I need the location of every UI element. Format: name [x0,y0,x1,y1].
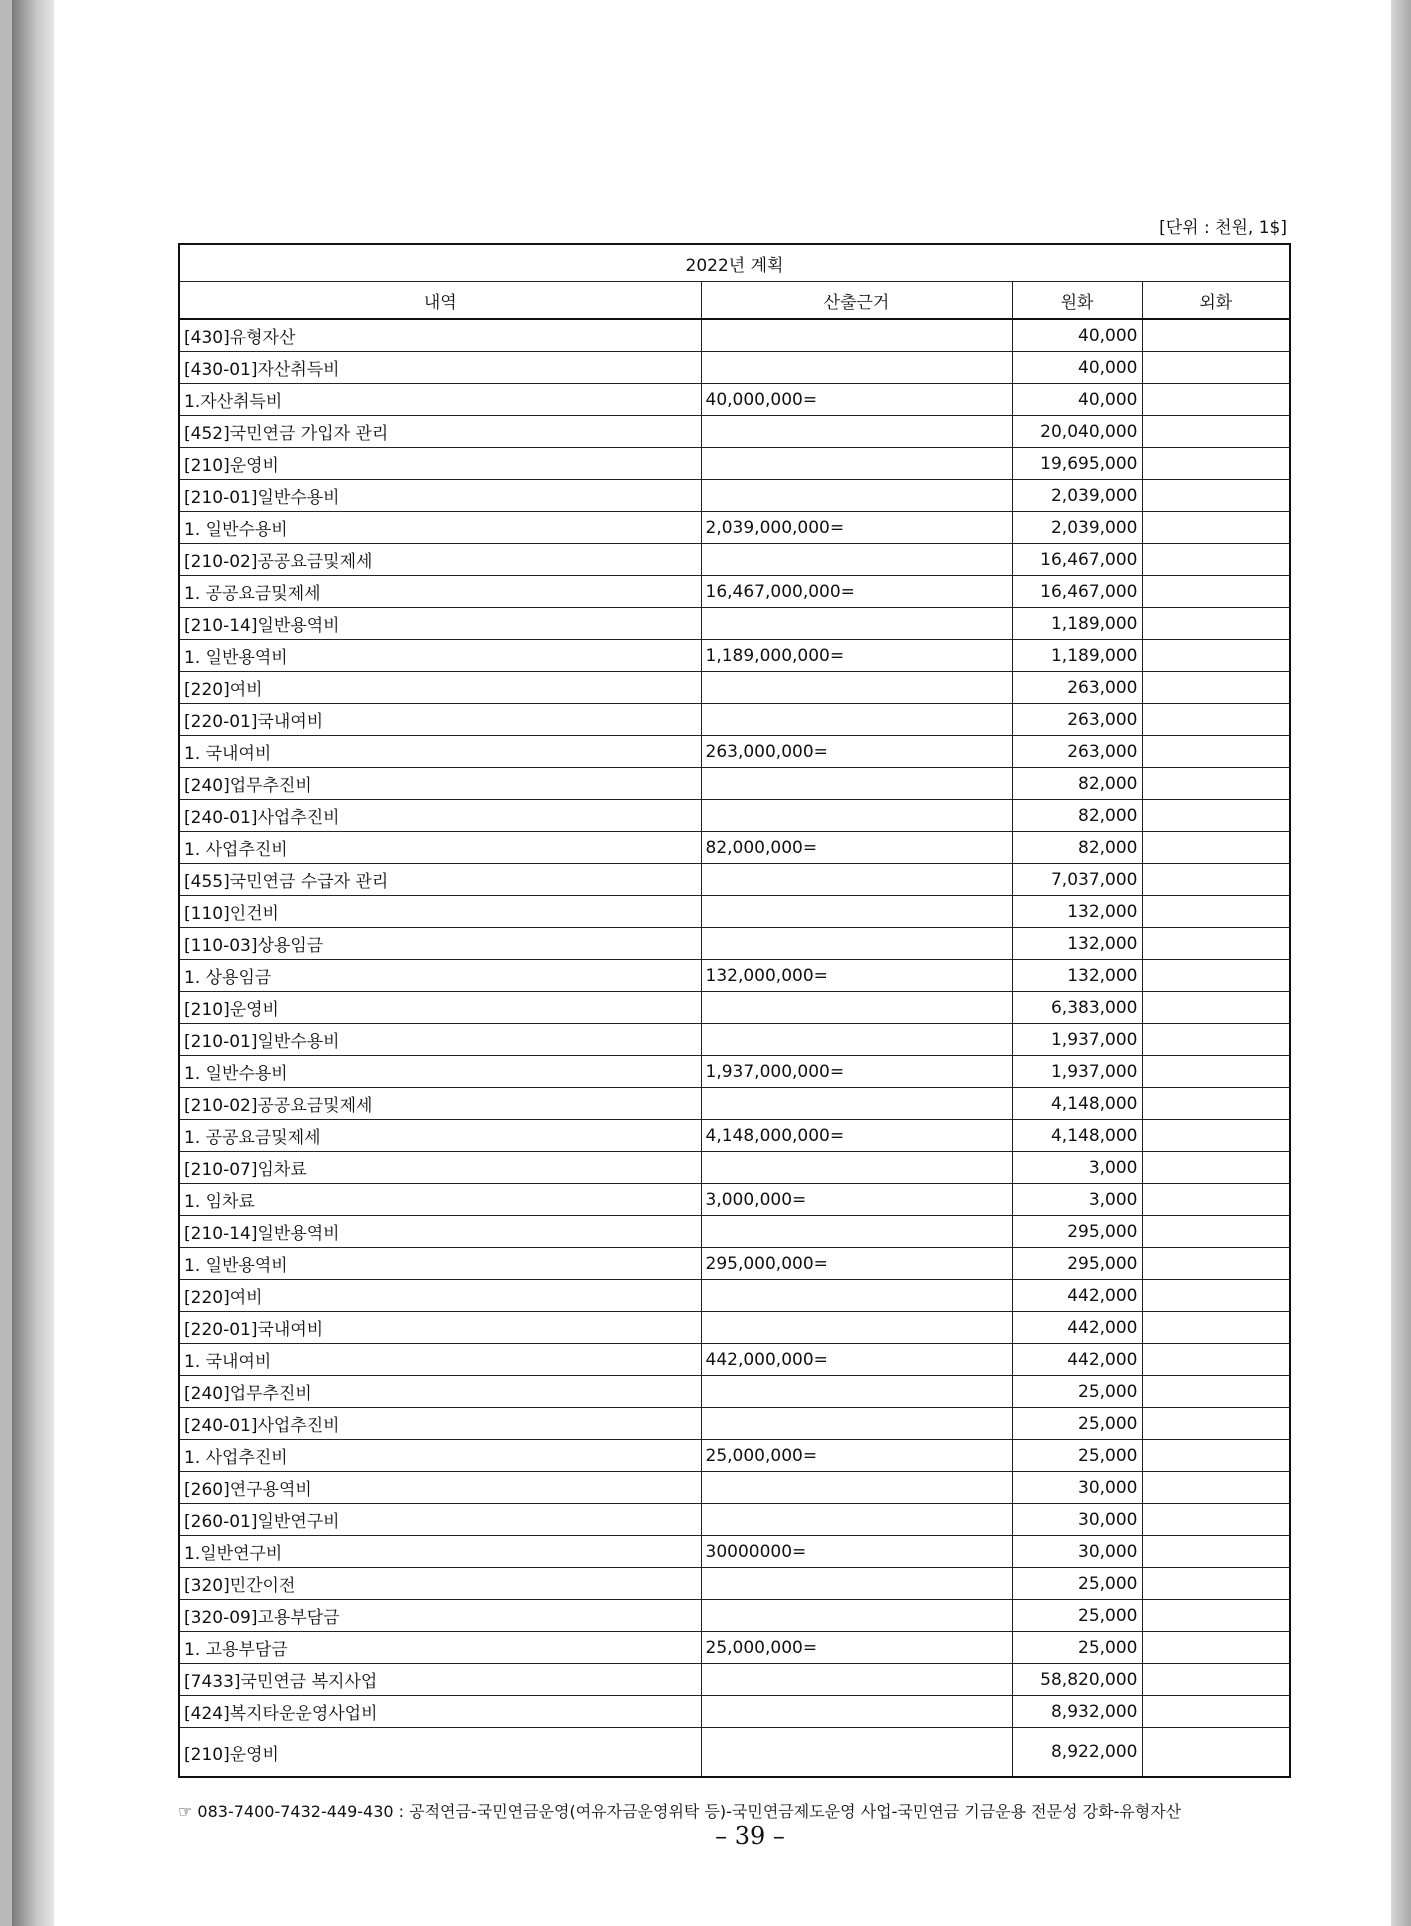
row-basis: 295,000,000= [701,1248,1012,1280]
row-basis [701,1312,1012,1344]
row-won: 1,189,000 [1012,640,1142,672]
table-row [179,1536,1290,1568]
row-item: 1.일반연구비 [179,1536,701,1568]
row-item: [260-01]일반연구비 [179,1504,701,1536]
row-basis: 40,000,000= [701,384,1012,416]
row-fx [1142,1344,1290,1376]
row-item: [210]운영비 [179,448,701,480]
header-basis: 산출근거 [701,282,1012,320]
table-row [179,1440,1290,1472]
row-basis: 3,000,000= [701,1184,1012,1216]
table-row [179,640,1290,672]
row-won: 40,000 [1012,352,1142,384]
row-basis [701,896,1012,928]
row-item: 1. 사업추진비 [179,832,701,864]
row-fx [1142,1024,1290,1056]
row-fx [1142,416,1290,448]
row-won: 442,000 [1012,1312,1142,1344]
row-basis [701,1696,1012,1728]
row-basis [701,864,1012,896]
row-won: 20,040,000 [1012,416,1142,448]
table-row [179,1024,1290,1056]
row-won: 40,000 [1012,384,1142,416]
row-won: 30,000 [1012,1536,1142,1568]
row-fx [1142,1568,1290,1600]
table-row [179,544,1290,576]
row-item: 1. 일반수용비 [179,512,701,544]
row-basis [701,480,1012,512]
row-won: 4,148,000 [1012,1120,1142,1152]
table-row [179,1408,1290,1440]
table-row [179,704,1290,736]
table-row [179,1728,1290,1778]
row-won: 132,000 [1012,896,1142,928]
row-won: 25,000 [1012,1632,1142,1664]
row-fx [1142,704,1290,736]
row-won: 30,000 [1012,1472,1142,1504]
row-item: [110-03]상용임금 [179,928,701,960]
row-item: [240]업무추진비 [179,1376,701,1408]
footer-note: ☞ 083-7400-7432-449-430 : 공적연금-국민연금운영(여유자금운영위탁 등)-국민연금제도운영 사업-국민연금 기금운용 전문성 강화-유형자산 [178,1802,1182,1821]
row-fx [1142,640,1290,672]
row-won: 8,922,000 [1012,1728,1142,1778]
table-row [179,960,1290,992]
row-fx [1142,768,1290,800]
row-won: 1,937,000 [1012,1024,1142,1056]
table-row [179,672,1290,704]
table-row [179,832,1290,864]
row-fx [1142,896,1290,928]
row-fx [1142,512,1290,544]
row-won: 1,189,000 [1012,608,1142,640]
row-won: 16,467,000 [1012,576,1142,608]
row-item: [110]인건비 [179,896,701,928]
table-row [179,608,1290,640]
row-fx [1142,1120,1290,1152]
page-edge-right [1391,0,1411,1926]
row-item: [210]운영비 [179,1728,701,1778]
table-row [179,576,1290,608]
row-won: 8,932,000 [1012,1696,1142,1728]
row-won: 263,000 [1012,704,1142,736]
row-item: [320-09]고용부담금 [179,1600,701,1632]
row-basis [701,1408,1012,1440]
table-title-row [179,244,1290,282]
row-item: [210-01]일반수용비 [179,1024,701,1056]
row-won: 19,695,000 [1012,448,1142,480]
row-basis [701,1280,1012,1312]
row-fx [1142,1312,1290,1344]
row-basis [701,704,1012,736]
row-fx [1142,1088,1290,1120]
row-item: 1.자산취득비 [179,384,701,416]
row-item: [210-14]일반용역비 [179,1216,701,1248]
row-basis [701,1216,1012,1248]
row-item: 1. 일반용역비 [179,1248,701,1280]
row-fx [1142,448,1290,480]
row-won: 2,039,000 [1012,512,1142,544]
row-fx [1142,480,1290,512]
table-row [179,1376,1290,1408]
row-won: 263,000 [1012,672,1142,704]
table-row [179,1248,1290,1280]
row-fx [1142,319,1290,352]
row-item: [210-01]일반수용비 [179,480,701,512]
row-item: [210-14]일반용역비 [179,608,701,640]
row-item: 1. 고용부담금 [179,1632,701,1664]
row-won: 25,000 [1012,1376,1142,1408]
table-row [179,1568,1290,1600]
row-won: 58,820,000 [1012,1664,1142,1696]
table-row [179,768,1290,800]
row-basis: 1,189,000,000= [701,640,1012,672]
row-won: 442,000 [1012,1280,1142,1312]
row-fx [1142,1216,1290,1248]
row-item: [220]여비 [179,1280,701,1312]
row-fx [1142,1696,1290,1728]
row-fx [1142,864,1290,896]
row-basis: 82,000,000= [701,832,1012,864]
table-row [179,896,1290,928]
row-won: 295,000 [1012,1216,1142,1248]
table-row [179,1472,1290,1504]
row-won: 4,148,000 [1012,1088,1142,1120]
table-row [179,319,1290,352]
row-fx [1142,1600,1290,1632]
row-won: 3,000 [1012,1184,1142,1216]
row-basis [701,1728,1012,1778]
table-row [179,448,1290,480]
row-fx [1142,832,1290,864]
row-fx [1142,352,1290,384]
row-won: 3,000 [1012,1152,1142,1184]
row-item: [220-01]국내여비 [179,1312,701,1344]
row-basis [701,319,1012,352]
row-fx [1142,608,1290,640]
table-row [179,480,1290,512]
row-item: 1. 국내여비 [179,1344,701,1376]
row-basis [701,1088,1012,1120]
row-won: 30,000 [1012,1504,1142,1536]
table-row [179,512,1290,544]
row-won: 442,000 [1012,1344,1142,1376]
row-item: [210-02]공공요금및제세 [179,1088,701,1120]
row-basis: 2,039,000,000= [701,512,1012,544]
row-item: [240-01]사업추진비 [179,1408,701,1440]
row-basis [701,768,1012,800]
row-won: 132,000 [1012,928,1142,960]
row-basis: 442,000,000= [701,1344,1012,1376]
row-won: 132,000 [1012,960,1142,992]
row-fx [1142,736,1290,768]
row-fx [1142,1408,1290,1440]
row-fx [1142,1056,1290,1088]
table-row [179,992,1290,1024]
row-item: [424]복지타운운영사업비 [179,1696,701,1728]
row-item: 1. 임차료 [179,1184,701,1216]
row-item: 1. 일반용역비 [179,640,701,672]
table-row [179,1152,1290,1184]
row-basis [701,1152,1012,1184]
row-basis: 30000000= [701,1536,1012,1568]
header-won: 원화 [1012,282,1142,320]
row-item: [430]유형자산 [179,319,701,352]
row-basis [701,448,1012,480]
row-basis [701,1376,1012,1408]
row-won: 6,383,000 [1012,992,1142,1024]
row-won: 1,937,000 [1012,1056,1142,1088]
row-basis: 263,000,000= [701,736,1012,768]
table-row [179,1120,1290,1152]
row-won: 25,000 [1012,1568,1142,1600]
table-row [179,416,1290,448]
row-item: [320]민간이전 [179,1568,701,1600]
row-item: [452]국민연금 가입자 관리 [179,416,701,448]
table-row [179,1664,1290,1696]
row-fx [1142,1504,1290,1536]
row-basis [701,1472,1012,1504]
row-item: [430-01]자산취득비 [179,352,701,384]
row-fx [1142,960,1290,992]
row-fx [1142,1248,1290,1280]
row-fx [1142,800,1290,832]
row-won: 16,467,000 [1012,544,1142,576]
row-basis: 16,467,000,000= [701,576,1012,608]
table-row [179,800,1290,832]
row-fx [1142,1536,1290,1568]
row-basis: 25,000,000= [701,1632,1012,1664]
row-won: 295,000 [1012,1248,1142,1280]
table-row [179,1696,1290,1728]
row-won: 25,000 [1012,1600,1142,1632]
budget-table [178,243,1291,1778]
row-item: [220-01]국내여비 [179,704,701,736]
row-basis: 4,148,000,000= [701,1120,1012,1152]
table-row [179,352,1290,384]
row-fx [1142,672,1290,704]
table-row [179,736,1290,768]
row-fx [1142,1632,1290,1664]
page-edge-left [12,0,54,1926]
row-item: [260]연구용역비 [179,1472,701,1504]
row-won: 263,000 [1012,736,1142,768]
row-fx [1142,1440,1290,1472]
row-basis [701,1568,1012,1600]
row-basis: 1,937,000,000= [701,1056,1012,1088]
row-won: 7,037,000 [1012,864,1142,896]
row-basis [701,992,1012,1024]
table-body [179,319,1290,1777]
table-title: 2022년 계획 [179,244,1290,282]
table-row [179,1632,1290,1664]
row-won: 25,000 [1012,1408,1142,1440]
row-fx [1142,576,1290,608]
row-basis [701,1024,1012,1056]
table-row [179,1344,1290,1376]
row-item: [240-01]사업추진비 [179,800,701,832]
row-item: [210-02]공공요금및제세 [179,544,701,576]
unit-note: [단위 : 천원, 1$] [1159,218,1287,238]
row-won: 2,039,000 [1012,480,1142,512]
row-item: 1. 공공요금및제세 [179,576,701,608]
row-basis [701,608,1012,640]
row-item: 1. 공공요금및제세 [179,1120,701,1152]
row-item: [455]국민연금 수급자 관리 [179,864,701,896]
row-fx [1142,1376,1290,1408]
table-row [179,1056,1290,1088]
row-item: [210-07]임차료 [179,1152,701,1184]
row-fx [1142,544,1290,576]
row-won: 82,000 [1012,832,1142,864]
row-fx [1142,1664,1290,1696]
table-row [179,1216,1290,1248]
row-won: 82,000 [1012,768,1142,800]
row-basis [701,352,1012,384]
row-item: [240]업무추진비 [179,768,701,800]
row-won: 82,000 [1012,800,1142,832]
row-fx [1142,928,1290,960]
row-basis [701,1600,1012,1632]
table-row [179,1312,1290,1344]
row-basis [701,672,1012,704]
row-basis [701,1504,1012,1536]
table-header-row [179,282,1290,320]
row-fx [1142,384,1290,416]
row-fx [1142,1728,1290,1778]
row-fx [1142,1472,1290,1504]
row-won: 25,000 [1012,1440,1142,1472]
table-row [179,864,1290,896]
row-fx [1142,1152,1290,1184]
row-basis [701,544,1012,576]
row-won: 40,000 [1012,319,1142,352]
table-row [179,384,1290,416]
row-item: 1. 국내여비 [179,736,701,768]
row-basis [701,928,1012,960]
table-row [179,1504,1290,1536]
row-basis [701,416,1012,448]
table-row [179,1184,1290,1216]
table-row [179,1600,1290,1632]
page-number: – 39 – [715,1822,785,1850]
header-fx: 외화 [1142,282,1290,320]
table-row [179,928,1290,960]
table-row [179,1088,1290,1120]
row-basis: 132,000,000= [701,960,1012,992]
row-item: 1. 상용임금 [179,960,701,992]
row-basis: 25,000,000= [701,1440,1012,1472]
row-item: [7433]국민연금 복지사업 [179,1664,701,1696]
row-fx [1142,1280,1290,1312]
table-row [179,1280,1290,1312]
row-fx [1142,992,1290,1024]
row-basis [701,1664,1012,1696]
row-fx [1142,1184,1290,1216]
row-basis [701,800,1012,832]
row-item: 1. 일반수용비 [179,1056,701,1088]
row-item: 1. 사업추진비 [179,1440,701,1472]
row-item: [220]여비 [179,672,701,704]
header-item: 내역 [179,282,701,320]
row-item: [210]운영비 [179,992,701,1024]
